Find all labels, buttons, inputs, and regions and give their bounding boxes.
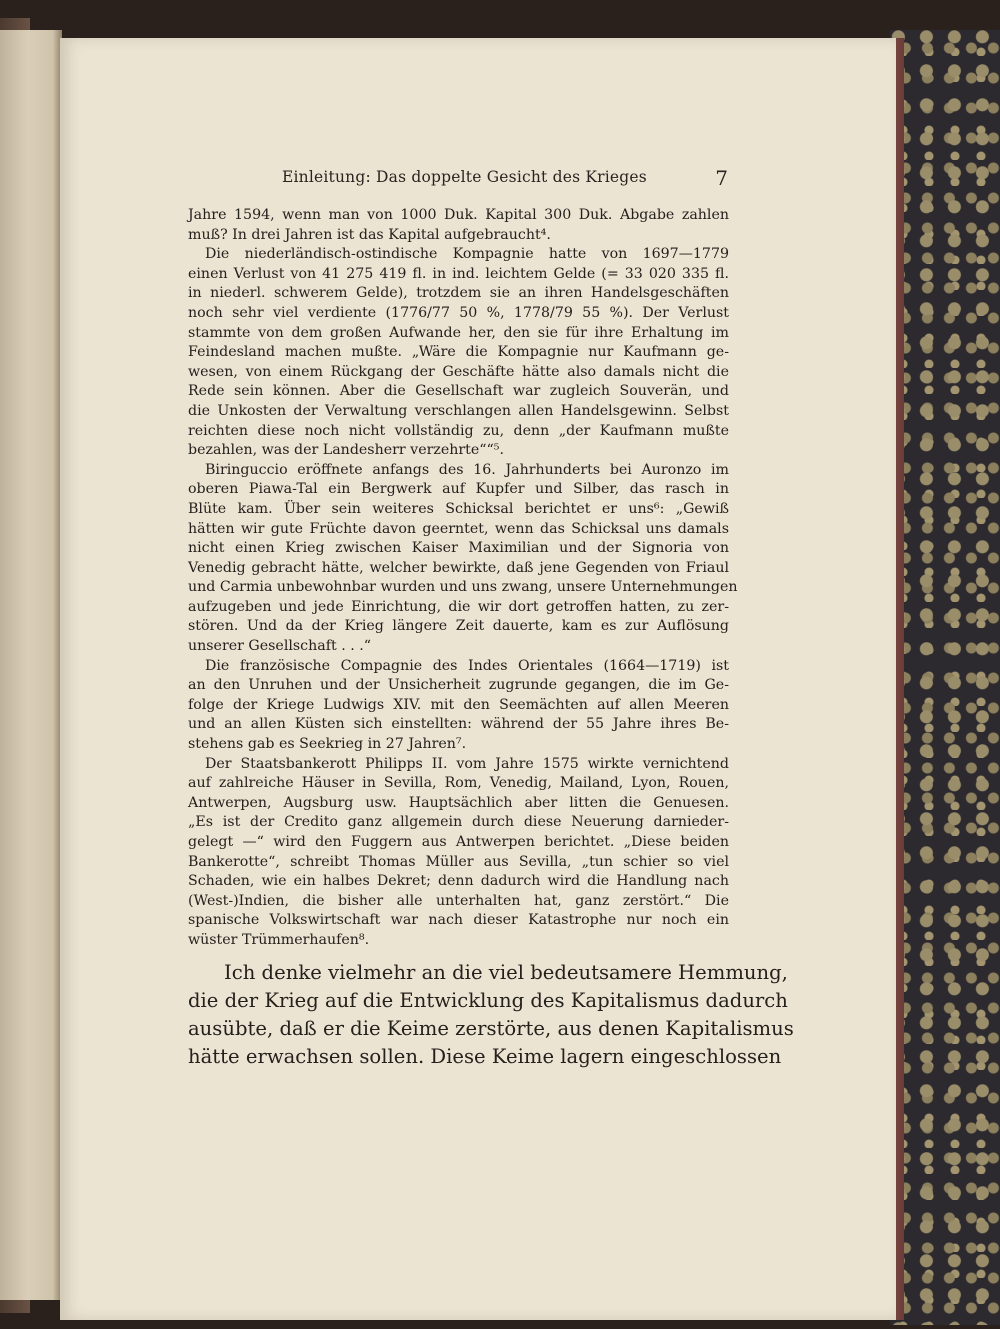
text-line: wüster Trümmerhaufen⁸. — [188, 931, 370, 948]
text-line: die Unkosten der Verwaltung verschlangen allen Handelsgewinn. Selbst — [188, 402, 729, 419]
page-body — [188, 206, 794, 1072]
text-line: in niederl. schwerem Gelde), trotzdem sie an ihren Handelsgeschäften — [188, 285, 729, 302]
text-line: Antwerpen, Augsburg usw. Hauptsächlich aber litten die Genuesen. — [188, 794, 729, 811]
text-line: „Es ist der Credito ganz allgemein durch diese Neuerung darnieder- — [188, 814, 729, 831]
text-line: Biringuccio eröffnete anfangs des 16. Jahrhunderts bei Auronzo im — [205, 461, 729, 478]
text-line: wesen, von einem Rückgang der Geschäfte hätte also damals nicht die — [188, 363, 729, 380]
text-line: Venedig gebracht hätte, welcher bewirkte, daß jene Gegenden von Friaul — [188, 559, 729, 576]
page-number: 7 — [715, 166, 728, 190]
text-line: ausübte, daß er die Keime zerstörte, aus denen Kapitalismus — [188, 1017, 794, 1041]
text-line: und Carmia unbewohnbar wurden und uns zwang, unsere Unternehmungen — [188, 579, 738, 596]
text-line: stehens gab es Seekrieg in 27 Jahren⁷. — [188, 736, 467, 753]
text-line: unserer Gesellschaft . . .“ — [188, 638, 371, 655]
text-line: Die niederländisch-ostindische Kompagnie hatte von 1697—1779 — [205, 246, 729, 263]
running-header — [222, 168, 728, 194]
text-line: einen Verlust von 41 275 419 fl. in ind. leichtem Gelde (= 33 020 335 fl. — [188, 265, 729, 282]
text-line: auf zahlreiche Häuser in Sevilla, Rom, Venedig, Mailand, Lyon, Rouen, — [188, 775, 729, 792]
main-text-block — [188, 959, 794, 1072]
text-line: hätte erwachsen sollen. Diese Keime lagern eingeschlossen — [188, 1045, 782, 1069]
text-line: (West-)Indien, die bisher alle unterhalten hat, ganz zerstört.“ Die — [188, 892, 729, 909]
text-line: spanische Volkswirtschaft war nach dieser Katastrophe nur noch ein — [188, 912, 729, 929]
text-line: Rede sein können. Aber die Gesellschaft war zugleich Souverän, und — [188, 383, 729, 400]
text-line: Ich denke vielmehr an die viel bedeutsamere Hemmung, — [224, 960, 788, 984]
text-line: oberen Piawa-Tal ein Bergwerk auf Kupfer und Silber, das rasch in — [188, 481, 729, 498]
text-line: gelegt —“ wird den Fuggern aus Antwerpen berichtet. „Diese beiden — [188, 834, 729, 850]
text-line: hätten wir gute Früchte davon geerntet, wenn das Schicksal uns damals — [188, 520, 729, 537]
footnote-block — [188, 206, 738, 951]
text-line: aufzugeben und jede Einrichtung, die wir dort getroffen hatten, zu zer- — [188, 598, 729, 615]
text-line: muß? In drei Jahren ist das Kapital aufgebraucht⁴. — [188, 226, 551, 243]
text-line: folge der Kriege Ludwigs XIV. mit den Seemächten auf allen Meeren — [188, 696, 729, 713]
text-line: die der Krieg auf die Entwicklung des Kapitalismus dadurch — [188, 988, 788, 1012]
paragraph — [188, 206, 729, 245]
text-line: Der Staatsbankerott Philipps II. vom Jahre 1575 wirkte vernichtend — [205, 755, 729, 772]
text-line: bezahlen, was der Landesherr verzehrte““⁵. — [188, 442, 504, 459]
marbled-cover — [890, 30, 1000, 1325]
text-line: stammte von dem großen Aufwande her, den sie für ihre Erhaltung im — [188, 324, 729, 341]
paragraph — [188, 245, 729, 461]
text-line: Die französische Compagnie des Indes Orientales (1664—1719) ist — [205, 657, 729, 674]
text-line: Feindesland machen mußte. „Wäre die Kompagnie nur Kaufmann ge- — [188, 344, 729, 361]
text-line: an den Unruhen und der Unsicherheit zugrunde gegangen, die im Ge- — [188, 677, 729, 694]
paragraph — [188, 755, 729, 951]
text-line: Blüte kam. Über sein weiteres Schicksal berichtet er uns⁶: „Gewiß — [188, 500, 729, 517]
text-line: Schaden, wie ein halbes Dekret; denn dadurch wird die Handlung nach — [188, 873, 729, 890]
text-line: nicht einen Krieg zwischen Kaiser Maximilian und der Signoria von — [188, 540, 729, 557]
text-line: Bankerotte“, schreibt Thomas Müller aus Sevilla, „tun schier so viel — [188, 853, 729, 870]
text-line: stören. Und da der Krieg längere Zeit dauerte, kam es zur Auflösung — [188, 618, 729, 635]
text-line: noch sehr viel verdiente (1776/77 50 %, 1778/79 55 %). Der Verlust — [188, 304, 729, 321]
text-line: reichten diese noch nicht vollständig zu, denn „der Kaufmann mußte — [188, 422, 729, 439]
running-title: Einleitung: Das doppelte Gesicht des Krieges — [282, 168, 647, 186]
previous-page-edge — [0, 30, 62, 1300]
text-line: Jahre 1594, wenn man von 1000 Duk. Kapital 300 Duk. Abgabe zahlen — [188, 207, 729, 223]
paragraph — [188, 461, 738, 657]
text-line: und an allen Küsten sich einstellten: während der 55 Jahre ihres Be- — [188, 716, 729, 733]
paragraph — [188, 657, 729, 755]
